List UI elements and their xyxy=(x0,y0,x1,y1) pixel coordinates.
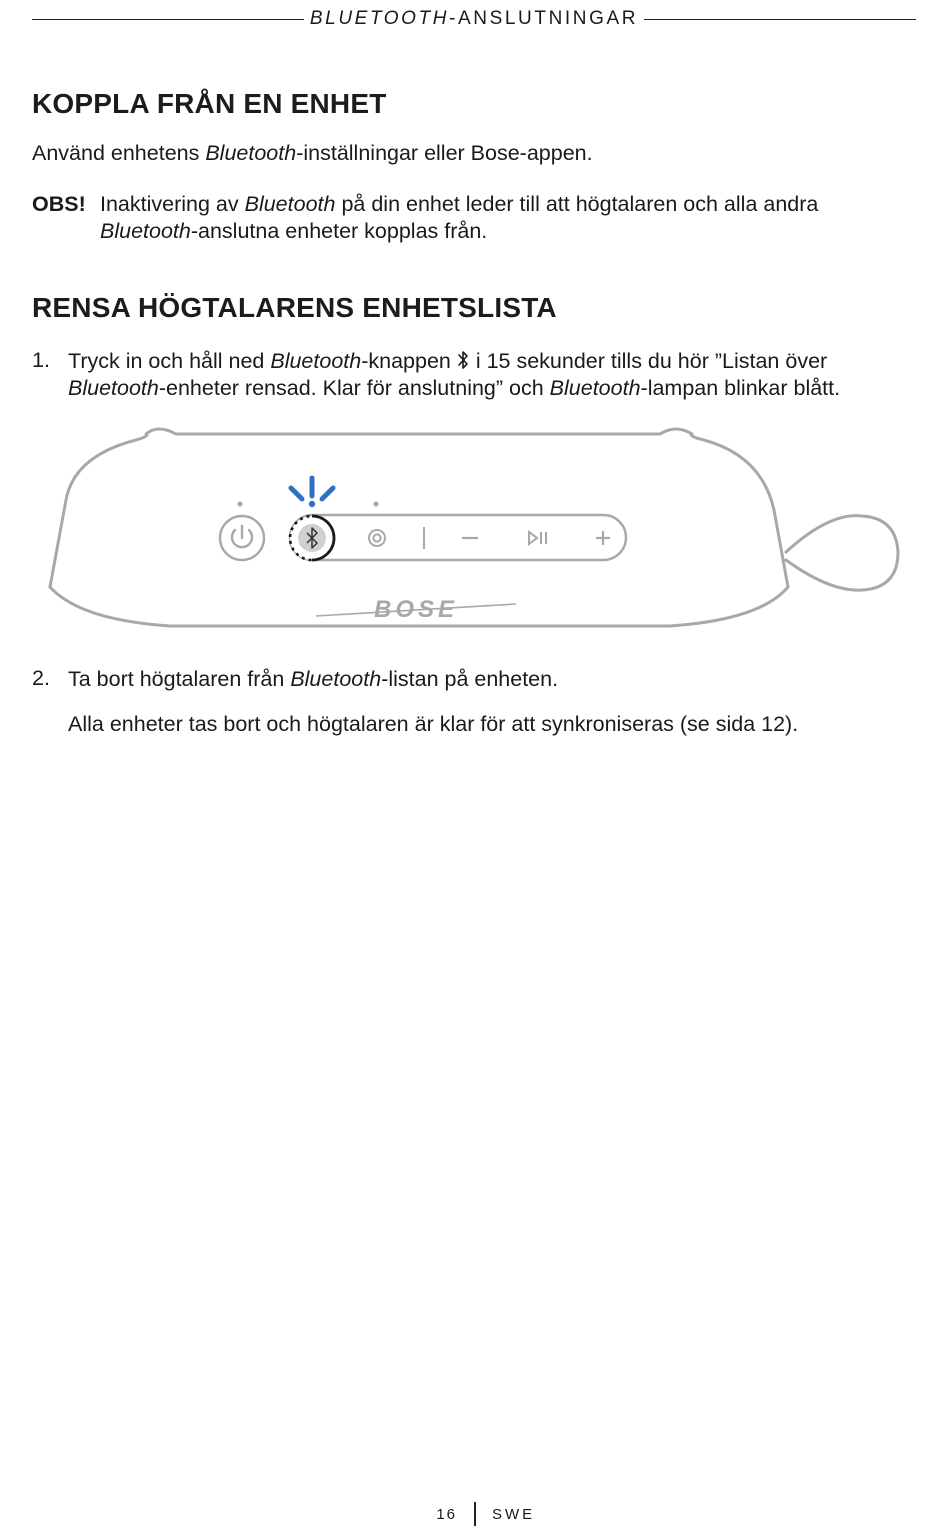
step2-post: -listan på enheten. xyxy=(381,667,559,691)
step1-l1-italic: Bluetooth xyxy=(270,349,362,373)
page-number: 16 xyxy=(436,1506,457,1523)
step1-l2-italic-2: Bluetooth xyxy=(549,376,641,400)
bluetooth-icon xyxy=(457,349,470,378)
note-line1-pre: Inaktivering av xyxy=(100,192,245,216)
note-line2-post: -anslutna enheter kopplas från. xyxy=(190,219,488,243)
header-rule-right xyxy=(644,19,916,20)
step1-l1-pre: Tryck in och håll ned xyxy=(68,349,271,373)
disconnect-text-pre: Använd enhetens xyxy=(32,141,206,165)
language-code: SWE xyxy=(492,1506,536,1523)
header-title-rest: -ANSLUTNINGAR xyxy=(449,8,639,29)
speaker-strap xyxy=(786,516,898,590)
step-2-text xyxy=(68,666,558,693)
running-header xyxy=(32,8,916,32)
disconnect-text-italic: Bluetooth xyxy=(205,141,297,165)
status-dot-left xyxy=(237,501,242,506)
note-label: OBS! xyxy=(32,192,86,216)
step-2-number: 2. xyxy=(32,666,50,690)
speaker-illustration xyxy=(40,420,910,642)
section-heading-disconnect: KOPPLA FRÅN EN ENHET xyxy=(32,88,387,119)
status-dot-right xyxy=(373,501,378,506)
bose-logo xyxy=(316,596,516,623)
step-1-number: 1. xyxy=(32,348,50,372)
header-title xyxy=(304,8,644,30)
volume-up-icon xyxy=(596,531,610,545)
step-1-line-1 xyxy=(68,348,827,378)
bluetooth-button-illustration xyxy=(290,516,334,560)
step2-pre: Ta bort högtalaren från xyxy=(68,667,291,691)
power-icon xyxy=(220,516,264,560)
svg-text:BOSE: BOSE xyxy=(373,596,459,623)
section-heading-clear-list: RENSA HÖGTALARENS ENHETSLISTA xyxy=(32,292,557,323)
step1-l2-italic-1: Bluetooth xyxy=(68,376,159,400)
step1-l1-mid: -knappen xyxy=(361,349,457,373)
note-line1-italic: Bluetooth xyxy=(244,192,336,216)
step1-l2-mid: -enheter rensad. Klar för anslutning” och xyxy=(158,376,550,400)
note-line-2 xyxy=(100,218,487,245)
note-line2-italic: Bluetooth xyxy=(100,219,191,243)
shortcut-icon xyxy=(369,530,385,546)
disconnect-text-post: -inställningar eller Bose-appen. xyxy=(296,141,593,165)
step1-l2-post: -lampan blinkar blått. xyxy=(640,376,841,400)
speaker-body-outline xyxy=(50,429,788,587)
header-rule-left xyxy=(32,19,304,20)
disconnect-paragraph xyxy=(32,140,593,167)
step1-l1-post: i 15 sekunder tills du hör ”Listan över xyxy=(469,349,828,373)
blinking-light-icon xyxy=(291,478,333,499)
footer-separator xyxy=(474,1502,476,1526)
header-title-italic: BLUETOOTH xyxy=(309,8,450,29)
button-strip xyxy=(290,515,626,560)
page-footer xyxy=(0,1502,950,1528)
play-pause-icon xyxy=(529,532,546,544)
step-2-result: Alla enheter tas bort och högtalaren är klar för att synkroniseras (se sida 12). xyxy=(68,712,799,736)
step-1-line-2 xyxy=(68,375,840,402)
step2-italic: Bluetooth xyxy=(290,667,382,691)
note-line1-post: på din enhet leder till att högtalaren och alla andra xyxy=(335,192,819,216)
note-line-1 xyxy=(100,191,818,218)
